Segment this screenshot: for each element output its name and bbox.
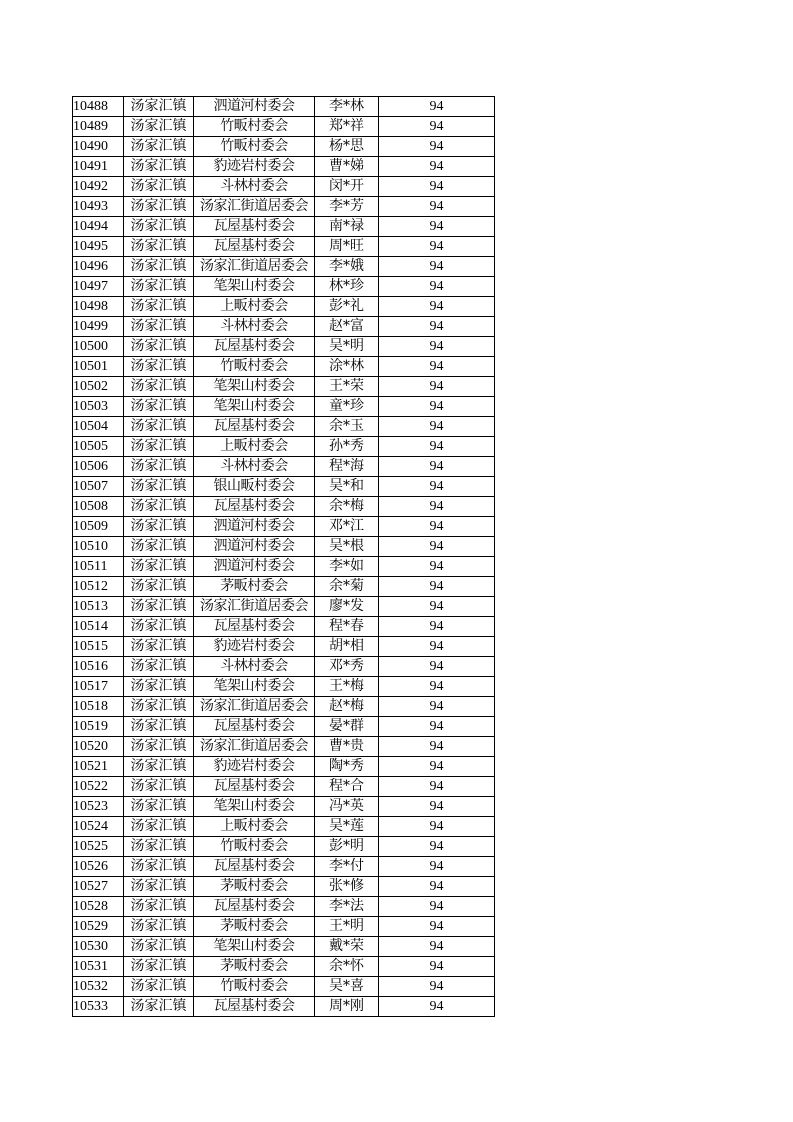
score-cell: 94 [379,977,495,997]
table-row [73,857,495,877]
score-cell: 94 [379,517,495,537]
record-number-cell: 10512 [73,577,124,597]
record-number-cell: 10504 [73,417,124,437]
town-cell: 汤家汇镇 [124,537,194,557]
record-number-cell: 10525 [73,837,124,857]
village-committee-cell: 银山畈村委会 [194,477,315,497]
record-number-cell: 10495 [73,237,124,257]
table-row [73,917,495,937]
score-cell: 94 [379,617,495,637]
table-row [73,317,495,337]
village-committee-cell: 豹迹岩村委会 [194,157,315,177]
person-name-cell: 南*禄 [315,217,379,237]
record-number-cell: 10521 [73,757,124,777]
table-row [73,597,495,617]
table-row [73,977,495,997]
score-cell: 94 [379,897,495,917]
person-name-cell: 吴*明 [315,337,379,357]
town-cell: 汤家汇镇 [124,917,194,937]
table-row [73,337,495,357]
score-cell: 94 [379,197,495,217]
table-row [73,897,495,917]
person-name-cell: 程*合 [315,777,379,797]
score-cell: 94 [379,597,495,617]
person-name-cell: 涂*林 [315,357,379,377]
person-name-cell: 廖*发 [315,597,379,617]
table-row [73,97,495,117]
person-name-cell: 彭*礼 [315,297,379,317]
person-name-cell: 王*荣 [315,377,379,397]
record-number-cell: 10491 [73,157,124,177]
town-cell: 汤家汇镇 [124,637,194,657]
table-row [73,277,495,297]
record-number-cell: 10492 [73,177,124,197]
village-committee-cell: 笔架山村委会 [194,397,315,417]
village-committee-cell: 瓦屋基村委会 [194,997,315,1017]
table-row [73,117,495,137]
town-cell: 汤家汇镇 [124,797,194,817]
town-cell: 汤家汇镇 [124,497,194,517]
town-cell: 汤家汇镇 [124,577,194,597]
score-cell: 94 [379,97,495,117]
record-number-cell: 10501 [73,357,124,377]
person-name-cell: 冯*英 [315,797,379,817]
town-cell: 汤家汇镇 [124,717,194,737]
record-number-cell: 10531 [73,957,124,977]
record-number-cell: 10494 [73,217,124,237]
town-cell: 汤家汇镇 [124,97,194,117]
record-number-cell: 10515 [73,637,124,657]
person-name-cell: 戴*荣 [315,937,379,957]
town-cell: 汤家汇镇 [124,997,194,1017]
table-row [73,237,495,257]
score-cell: 94 [379,937,495,957]
roster-table-body [73,97,495,1017]
village-committee-cell: 茅畈村委会 [194,877,315,897]
score-cell: 94 [379,397,495,417]
table-row [73,437,495,457]
record-number-cell: 10524 [73,817,124,837]
record-number-cell: 10527 [73,877,124,897]
village-committee-cell: 竹畈村委会 [194,837,315,857]
person-name-cell: 邓*秀 [315,657,379,677]
record-number-cell: 10523 [73,797,124,817]
town-cell: 汤家汇镇 [124,757,194,777]
table-row [73,837,495,857]
person-name-cell: 余*怀 [315,957,379,977]
person-name-cell: 程*春 [315,617,379,637]
table-row [73,257,495,277]
record-number-cell: 10522 [73,777,124,797]
record-number-cell: 10518 [73,697,124,717]
score-cell: 94 [379,717,495,737]
town-cell: 汤家汇镇 [124,457,194,477]
village-committee-cell: 汤家汇街道居委会 [194,697,315,717]
town-cell: 汤家汇镇 [124,217,194,237]
village-committee-cell: 竹畈村委会 [194,137,315,157]
score-cell: 94 [379,257,495,277]
town-cell: 汤家汇镇 [124,777,194,797]
table-row [73,957,495,977]
village-committee-cell: 笔架山村委会 [194,277,315,297]
person-name-cell: 曹*娣 [315,157,379,177]
town-cell: 汤家汇镇 [124,177,194,197]
record-number-cell: 10519 [73,717,124,737]
table-row [73,637,495,657]
person-name-cell: 彭*明 [315,837,379,857]
table-row [73,497,495,517]
score-cell: 94 [379,497,495,517]
village-committee-cell: 斗林村委会 [194,657,315,677]
score-cell: 94 [379,357,495,377]
village-committee-cell: 上畈村委会 [194,297,315,317]
table-row [73,537,495,557]
score-cell: 94 [379,737,495,757]
town-cell: 汤家汇镇 [124,257,194,277]
village-committee-cell: 笔架山村委会 [194,677,315,697]
village-committee-cell: 瓦屋基村委会 [194,337,315,357]
village-committee-cell: 笔架山村委会 [194,797,315,817]
record-number-cell: 10497 [73,277,124,297]
town-cell: 汤家汇镇 [124,377,194,397]
score-cell: 94 [379,217,495,237]
score-cell: 94 [379,777,495,797]
town-cell: 汤家汇镇 [124,817,194,837]
table-row [73,617,495,637]
person-name-cell: 童*珍 [315,397,379,417]
person-name-cell: 赵*富 [315,317,379,337]
person-name-cell: 杨*思 [315,137,379,157]
table-row [73,997,495,1017]
table-row [73,937,495,957]
village-committee-cell: 笔架山村委会 [194,377,315,397]
table-row [73,477,495,497]
town-cell: 汤家汇镇 [124,157,194,177]
village-committee-cell: 泗道河村委会 [194,557,315,577]
table-row [73,517,495,537]
village-committee-cell: 茅畈村委会 [194,577,315,597]
record-number-cell: 10503 [73,397,124,417]
town-cell: 汤家汇镇 [124,557,194,577]
record-number-cell: 10490 [73,137,124,157]
table-row [73,737,495,757]
person-name-cell: 晏*群 [315,717,379,737]
record-number-cell: 10533 [73,997,124,1017]
table-row [73,357,495,377]
town-cell: 汤家汇镇 [124,237,194,257]
village-committee-cell: 斗林村委会 [194,317,315,337]
village-committee-cell: 瓦屋基村委会 [194,617,315,637]
score-cell: 94 [379,757,495,777]
village-committee-cell: 汤家汇街道居委会 [194,197,315,217]
record-number-cell: 10526 [73,857,124,877]
village-committee-cell: 斗林村委会 [194,457,315,477]
person-name-cell: 余*玉 [315,417,379,437]
score-cell: 94 [379,957,495,977]
village-committee-cell: 汤家汇街道居委会 [194,257,315,277]
town-cell: 汤家汇镇 [124,117,194,137]
person-name-cell: 吴*和 [315,477,379,497]
record-number-cell: 10511 [73,557,124,577]
record-number-cell: 10510 [73,537,124,557]
person-name-cell: 周*刚 [315,997,379,1017]
table-row [73,717,495,737]
table-row [73,577,495,597]
record-number-cell: 10517 [73,677,124,697]
score-cell: 94 [379,557,495,577]
village-committee-cell: 瓦屋基村委会 [194,897,315,917]
table-row [73,377,495,397]
record-number-cell: 10507 [73,477,124,497]
record-number-cell: 10500 [73,337,124,357]
table-row [73,657,495,677]
village-committee-cell: 瓦屋基村委会 [194,217,315,237]
village-committee-cell: 汤家汇街道居委会 [194,737,315,757]
record-number-cell: 10514 [73,617,124,637]
person-name-cell: 李*付 [315,857,379,877]
village-committee-cell: 竹畈村委会 [194,117,315,137]
score-cell: 94 [379,137,495,157]
village-committee-cell: 豹迹岩村委会 [194,637,315,657]
town-cell: 汤家汇镇 [124,397,194,417]
town-cell: 汤家汇镇 [124,957,194,977]
person-name-cell: 张*修 [315,877,379,897]
person-name-cell: 王*明 [315,917,379,937]
score-cell: 94 [379,377,495,397]
village-committee-cell: 瓦屋基村委会 [194,717,315,737]
person-name-cell: 林*珍 [315,277,379,297]
table-row [73,417,495,437]
person-name-cell: 李*芳 [315,197,379,217]
person-name-cell: 李*娥 [315,257,379,277]
person-name-cell: 曹*贵 [315,737,379,757]
table-row [73,217,495,237]
village-committee-cell: 瓦屋基村委会 [194,417,315,437]
village-committee-cell: 上畈村委会 [194,437,315,457]
person-name-cell: 闵*开 [315,177,379,197]
town-cell: 汤家汇镇 [124,337,194,357]
table-row [73,757,495,777]
score-cell: 94 [379,797,495,817]
town-cell: 汤家汇镇 [124,477,194,497]
table-row [73,697,495,717]
table-row [73,817,495,837]
record-number-cell: 10532 [73,977,124,997]
town-cell: 汤家汇镇 [124,417,194,437]
town-cell: 汤家汇镇 [124,277,194,297]
score-cell: 94 [379,457,495,477]
town-cell: 汤家汇镇 [124,877,194,897]
score-cell: 94 [379,277,495,297]
record-number-cell: 10488 [73,97,124,117]
record-number-cell: 10506 [73,457,124,477]
table-row [73,297,495,317]
person-name-cell: 李*法 [315,897,379,917]
score-cell: 94 [379,117,495,137]
score-cell: 94 [379,297,495,317]
person-name-cell: 胡*相 [315,637,379,657]
village-committee-cell: 泗道河村委会 [194,517,315,537]
record-number-cell: 10530 [73,937,124,957]
score-cell: 94 [379,177,495,197]
person-name-cell: 余*菊 [315,577,379,597]
person-name-cell: 李*林 [315,97,379,117]
table-row [73,677,495,697]
record-number-cell: 10502 [73,377,124,397]
record-number-cell: 10520 [73,737,124,757]
village-committee-cell: 瓦屋基村委会 [194,857,315,877]
village-committee-cell: 茅畈村委会 [194,917,315,937]
score-cell: 94 [379,917,495,937]
town-cell: 汤家汇镇 [124,517,194,537]
score-cell: 94 [379,997,495,1017]
table-row [73,557,495,577]
person-name-cell: 吴*莲 [315,817,379,837]
score-cell: 94 [379,237,495,257]
town-cell: 汤家汇镇 [124,657,194,677]
town-cell: 汤家汇镇 [124,597,194,617]
village-committee-cell: 茅畈村委会 [194,957,315,977]
person-name-cell: 李*如 [315,557,379,577]
record-number-cell: 10496 [73,257,124,277]
person-name-cell: 周*旺 [315,237,379,257]
town-cell: 汤家汇镇 [124,857,194,877]
table-row [73,177,495,197]
record-number-cell: 10508 [73,497,124,517]
score-cell: 94 [379,157,495,177]
village-committee-cell: 斗林村委会 [194,177,315,197]
record-number-cell: 10516 [73,657,124,677]
score-cell: 94 [379,477,495,497]
score-cell: 94 [379,677,495,697]
record-number-cell: 10493 [73,197,124,217]
town-cell: 汤家汇镇 [124,197,194,217]
person-name-cell: 程*海 [315,457,379,477]
record-number-cell: 10509 [73,517,124,537]
person-name-cell: 赵*梅 [315,697,379,717]
table-row [73,197,495,217]
village-committee-cell: 竹畈村委会 [194,357,315,377]
village-committee-cell: 泗道河村委会 [194,537,315,557]
village-committee-cell: 瓦屋基村委会 [194,497,315,517]
roster-table [72,96,495,1017]
village-committee-cell: 上畈村委会 [194,817,315,837]
table-row [73,157,495,177]
score-cell: 94 [379,637,495,657]
record-number-cell: 10498 [73,297,124,317]
score-cell: 94 [379,537,495,557]
village-committee-cell: 竹畈村委会 [194,977,315,997]
record-number-cell: 10513 [73,597,124,617]
score-cell: 94 [379,577,495,597]
person-name-cell: 吴*根 [315,537,379,557]
town-cell: 汤家汇镇 [124,437,194,457]
score-cell: 94 [379,697,495,717]
village-committee-cell: 瓦屋基村委会 [194,237,315,257]
score-cell: 94 [379,437,495,457]
village-committee-cell: 泗道河村委会 [194,97,315,117]
town-cell: 汤家汇镇 [124,897,194,917]
person-name-cell: 吴*喜 [315,977,379,997]
person-name-cell: 陶*秀 [315,757,379,777]
person-name-cell: 邓*江 [315,517,379,537]
score-cell: 94 [379,837,495,857]
town-cell: 汤家汇镇 [124,697,194,717]
score-cell: 94 [379,657,495,677]
score-cell: 94 [379,317,495,337]
person-name-cell: 王*梅 [315,677,379,697]
score-cell: 94 [379,877,495,897]
score-cell: 94 [379,857,495,877]
record-number-cell: 10505 [73,437,124,457]
town-cell: 汤家汇镇 [124,617,194,637]
town-cell: 汤家汇镇 [124,937,194,957]
village-committee-cell: 瓦屋基村委会 [194,777,315,797]
village-committee-cell: 豹迹岩村委会 [194,757,315,777]
record-number-cell: 10499 [73,317,124,337]
town-cell: 汤家汇镇 [124,317,194,337]
table-row [73,877,495,897]
record-number-cell: 10489 [73,117,124,137]
town-cell: 汤家汇镇 [124,297,194,317]
table-row [73,777,495,797]
table-row [73,137,495,157]
town-cell: 汤家汇镇 [124,137,194,157]
person-name-cell: 郑*祥 [315,117,379,137]
score-cell: 94 [379,417,495,437]
town-cell: 汤家汇镇 [124,677,194,697]
table-row [73,797,495,817]
score-cell: 94 [379,337,495,357]
table-row [73,457,495,477]
person-name-cell: 孙*秀 [315,437,379,457]
person-name-cell: 余*梅 [315,497,379,517]
table-row [73,397,495,417]
village-committee-cell: 汤家汇街道居委会 [194,597,315,617]
village-committee-cell: 笔架山村委会 [194,937,315,957]
score-cell: 94 [379,817,495,837]
town-cell: 汤家汇镇 [124,357,194,377]
town-cell: 汤家汇镇 [124,977,194,997]
record-number-cell: 10529 [73,917,124,937]
record-number-cell: 10528 [73,897,124,917]
town-cell: 汤家汇镇 [124,737,194,757]
town-cell: 汤家汇镇 [124,837,194,857]
